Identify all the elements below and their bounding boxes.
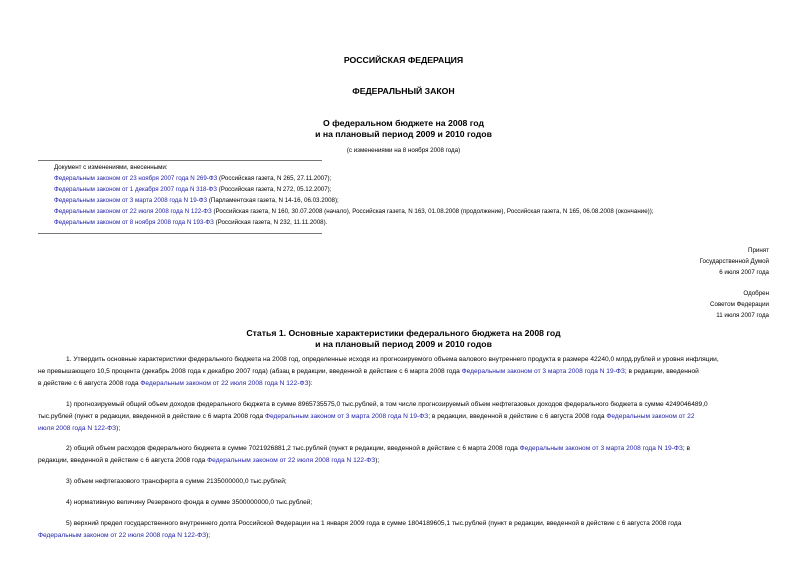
country-heading: РОССИЙСКАЯ ФЕДЕРАЦИЯ [343, 55, 464, 65]
law-link[interactable]: июля 2008 года N 122-ФЗ [38, 425, 117, 432]
law-link[interactable]: Федеральным законом от 22 июля 2008 года N 122-ФЗ [38, 532, 207, 539]
accepted-label: Принят [748, 247, 769, 254]
p2-line2 [38, 411, 695, 424]
amendments-intro: Документ с изменениями, внесенными: [54, 164, 168, 171]
law-link[interactable]: Федеральным законом от 3 марта 2008 года N 19-ФЗ [461, 368, 625, 375]
p2-line1: 1) прогнозируемый общий объем доходов федерального бюджета в сумме 8965735575,0 тыс.рублей, в том числе прогнозируемый объем нефтегазовых доходов федерального бюджета в сумме 4249046489,0 [66, 401, 708, 408]
p2-text: ; в редакции, введенной в действие с 6 августа 2008 года [428, 413, 607, 420]
p1-text: в действие с 6 августа 2008 года [38, 380, 141, 387]
p1-text: ; в редакции, введенной [624, 368, 699, 375]
p3-text: редакции, введенной в действие с 6 августа 2008 года [38, 457, 208, 464]
law-link[interactable]: Федеральным законом от 3 марта 2008 года N 19-ФЗ [265, 413, 429, 420]
law-link[interactable]: Федеральным законом от 3 марта 2008 года N 19-ФЗ [519, 445, 683, 452]
amendment-source: (Российская газета, N 232, 11.11.2008). [213, 219, 328, 226]
amendment-item [54, 209, 653, 215]
article-heading-line2: и на плановый период 2009 и 2010 годов [315, 339, 492, 349]
p1-text: не превышающего 10,5 процента (декабрь 2008 года к декабрю 2007 года) (абзац в редакции, введенной в действие с 6 марта 2008 года [38, 368, 462, 375]
amendment-source: (Российская газета, N 265, 27.11.2007); [217, 175, 332, 182]
p2-line3 [38, 423, 120, 436]
approved-body: Советом Федерации [710, 301, 769, 308]
p6-text: ); [206, 532, 211, 539]
law-title-line1: О федеральном бюджете на 2008 год [322, 118, 484, 128]
amendment-item [54, 187, 331, 193]
amendment-source: (Парламентская газета, N 14-16, 06.03.2008); [207, 197, 339, 204]
amendment-link[interactable]: Федеральным законом от 3 марта 2008 года N 19-ФЗ [54, 197, 208, 204]
amendment-link[interactable]: Федеральным законом от 8 ноября 2008 года N 193-ФЗ [54, 219, 214, 226]
p3-text: ; в [682, 445, 691, 452]
law-title-line2: и на плановый период 2009 и 2010 годов [315, 129, 492, 139]
p3-text: ); [375, 457, 380, 464]
approved-label: Одобрен [743, 290, 769, 297]
amendment-item [54, 176, 331, 182]
p5-line: 4) нормативную величину Резервного фонда в сумме 3500000000,0 тыс.рублей; [66, 499, 313, 506]
p3-line1 [66, 443, 690, 456]
divider-bottom [38, 233, 322, 234]
p2-text: ); [116, 425, 121, 432]
p1-line3 [38, 378, 312, 391]
amendment-link[interactable]: Федеральным законом от 22 июля 2008 года N 122-ФЗ [54, 208, 212, 215]
p1-line1: 1. Утвердить основные характеристики федерального бюджета на 2008 год, определенные исходя из прогнозируемого объема валового внутреннего продукта в размере 42240,0 млрд.рублей и уровня инфляции, [66, 356, 719, 363]
doc-type-heading: ФЕДЕРАЛЬНЫЙ ЗАКОН [352, 86, 455, 96]
amendment-link[interactable]: Федеральным законом от 1 декабря 2007 года N 318-ФЗ [54, 186, 217, 193]
accepted-body: Государственной Думой [699, 258, 769, 265]
article-heading-line1: Статья 1. Основные характеристики федерального бюджета на 2008 год [246, 328, 561, 338]
approved-date: 11 июля 2007 года [716, 312, 769, 319]
revision-note: (с изменениями на 8 ноября 2008 года) [346, 147, 461, 154]
divider-top [38, 160, 322, 161]
p6-line2 [38, 530, 210, 543]
p3-text: 2) общий объем расходов федерального бюджета в сумме 7021926881,2 тыс.рублей (пункт в редакции, введенной в действие с 6 марта 2008 года [66, 445, 520, 452]
p1-text: ): [308, 380, 313, 387]
law-link[interactable]: Федеральным законом от 22 [606, 413, 695, 420]
amendment-item [54, 198, 339, 204]
p4-line: 3) объем нефтегазового трансферта в сумме 2135000000,0 тыс.рублей; [66, 478, 287, 485]
p1-line2 [38, 366, 699, 379]
amendment-link[interactable]: Федеральным законом от 23 ноября 2007 года N 269-ФЗ [54, 175, 218, 182]
law-link[interactable]: Федеральным законом от 22 июля 2008 года N 122-ФЗ [207, 457, 376, 464]
p3-line2 [38, 455, 379, 468]
p2-text: тыс.рублей (пункт в редакции, введенной в действие с 6 марта 2008 года [38, 413, 266, 420]
p6-line1: 5) верхний предел государственного внутреннего долга Российской Федерации на 1 января 2009 года в сумме 1804189605,1 тыс.рублей (пункт в редакции, введенной в действие с 6 августа 2008 года [66, 520, 682, 527]
amendment-source: (Российская газета, N 272, 05.12.2007); [216, 186, 332, 193]
law-link[interactable]: Федеральным законом от 22 июля 2008 года N 122-ФЗ [140, 380, 309, 387]
accepted-date: 6 июля 2007 года [719, 269, 769, 276]
amendment-item [54, 220, 327, 226]
amendment-source: (Российская газета, N 160, 30.07.2008 (начало), Российская газета, N 163, 01.08.2008 (продолжение), Российская газета, N 165, 06.08.2008 (окончание)); [211, 208, 654, 215]
